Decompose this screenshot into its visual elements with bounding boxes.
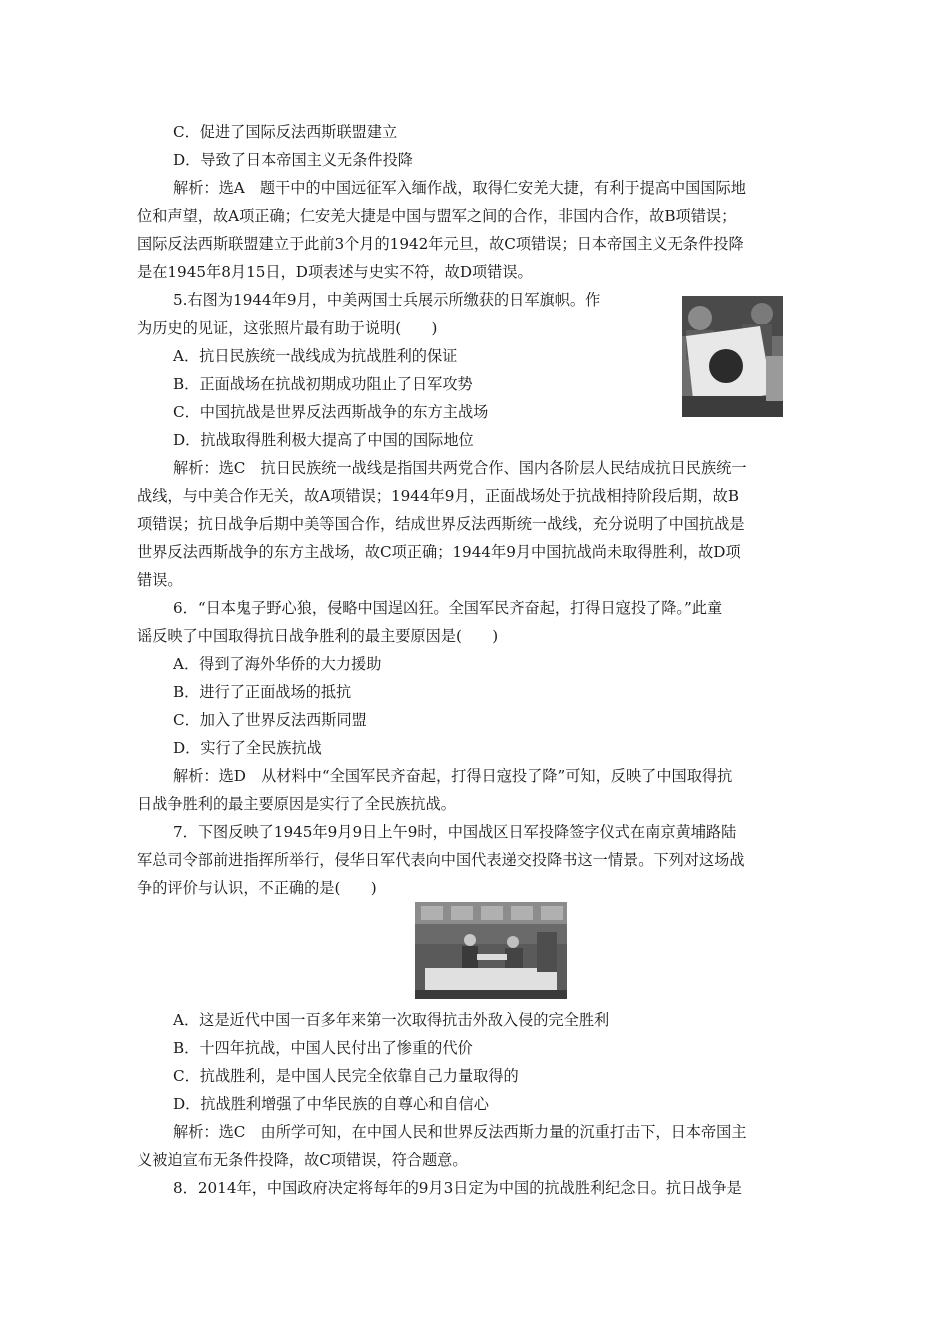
q5-analysis-line: 错误。 [137,571,183,589]
q5-option-a: A．抗日民族统一战线成为抗战胜利的保证 [173,347,458,365]
q5-analysis-line: 战线，与中美合作无关，故A项错误；1944年9月，正面战场处于抗战相持阶段后期，故B [137,487,740,505]
q7-photo-surrender-ceremony [415,902,567,999]
q5-photo-soldiers-with-captured-flag [682,296,783,417]
q5-stem-line: 5.右图为1944年9月，中美两国士兵展示所缴获的日军旗帜。作 [173,291,601,309]
q6-option-b: B．进行了正面战场的抵抗 [173,683,352,701]
q5-option-c: C．中国抗战是世界反法西斯战争的东方主战场 [173,403,489,421]
q4-analysis-line: 解析：选A 题干中的中国远征军入缅作战，取得仁安羌大捷，有利于提高中国国际地 [173,179,746,197]
q5-analysis-line: 世界反法西斯战争的东方主战场，故C项正确；1944年9月中国抗战尚未取得胜利，故D项 [137,543,741,561]
q4-option-d: D．导致了日本帝国主义无条件投降 [173,151,413,169]
q5-option-d: D．抗战取得胜利极大提高了中国的国际地位 [173,431,474,449]
q8-stem-line: 8．2014年，中国政府决定将每年的9月3日定为中国的抗战胜利纪念日。抗日战争是 [173,1179,742,1197]
q6-option-d: D．实行了全民族抗战 [173,739,322,757]
q5-analysis-line: 项错误；抗日战争后期中美等国合作，结成世界反法西斯统一战线，充分说明了中国抗战是 [137,515,745,533]
q6-option-a: A．得到了海外华侨的大力援助 [173,655,382,673]
q6-analysis-line: 解析：选D 从材料中“全国军民齐奋起，打得日寇投了降”可知，反映了中国取得抗 [173,767,733,785]
q7-analysis-line: 义被迫宣布无条件投降，故C项错误，符合题意。 [137,1151,468,1169]
q7-stem-line: 7．下图反映了1945年9月9日上午9时，中国战区日军投降签字仪式在南京黄埔路陆 [173,823,737,841]
q6-option-c: C．加入了世界反法西斯同盟 [173,711,367,729]
q5-option-b: B．正面战场在抗战初期成功阻止了日军攻势 [173,375,473,393]
q4-option-c: C．促进了国际反法西斯联盟建立 [173,123,398,141]
q6-analysis-line: 日战争胜利的最主要原因是实行了全民族抗战。 [137,795,456,813]
q5-analysis-line: 解析：选C 抗日民族统一战线是指国共两党合作、国内各阶层人民结成抗日民族统一 [173,459,747,477]
q7-option-a: A．这是近代中国一百多年来第一次取得抗击外敌入侵的完全胜利 [173,1011,610,1029]
q4-analysis-line: 位和声望，故A项正确；仁安羌大捷是中国与盟军之间的合作，非国内合作，故B项错误； [137,207,737,225]
q6-stem-line: 谣反映了中国取得抗日战争胜利的最主要原因是( ) [137,627,499,645]
q7-option-b: B．十四年抗战，中国人民付出了惨重的代价 [173,1039,473,1057]
q7-stem-line: 争的评价与认识，不正确的是( ) [137,879,377,897]
q4-analysis-line: 是在1945年8月15日，D项表述与史实不符，故D项错误。 [137,263,533,281]
q5-stem-line: 为历史的见证，这张照片最有助于说明( ) [137,319,438,337]
q6-stem-line: 6．“日本鬼子野心狼，侵略中国逞凶狂。全国军民齐奋起，打得日寇投了降。”此童 [173,599,723,617]
q7-stem-line: 军总司令部前进指挥所举行，侵华日军代表向中国代表递交投降书这一情景。下列对这场战 [137,851,745,869]
q7-analysis-line: 解析：选C 由所学可知，在中国人民和世界反法西斯力量的沉重打击下，日本帝国主 [173,1123,747,1141]
q7-option-c: C．抗战胜利，是中国人民完全依靠自己力量取得的 [173,1067,519,1085]
q4-analysis-line: 国际反法西斯联盟建立于此前3个月的1942年元旦，故C项错误；日本帝国主义无条件投降 [137,235,744,253]
q7-option-d: D．抗战胜利增强了中华民族的自尊心和自信心 [173,1095,489,1113]
